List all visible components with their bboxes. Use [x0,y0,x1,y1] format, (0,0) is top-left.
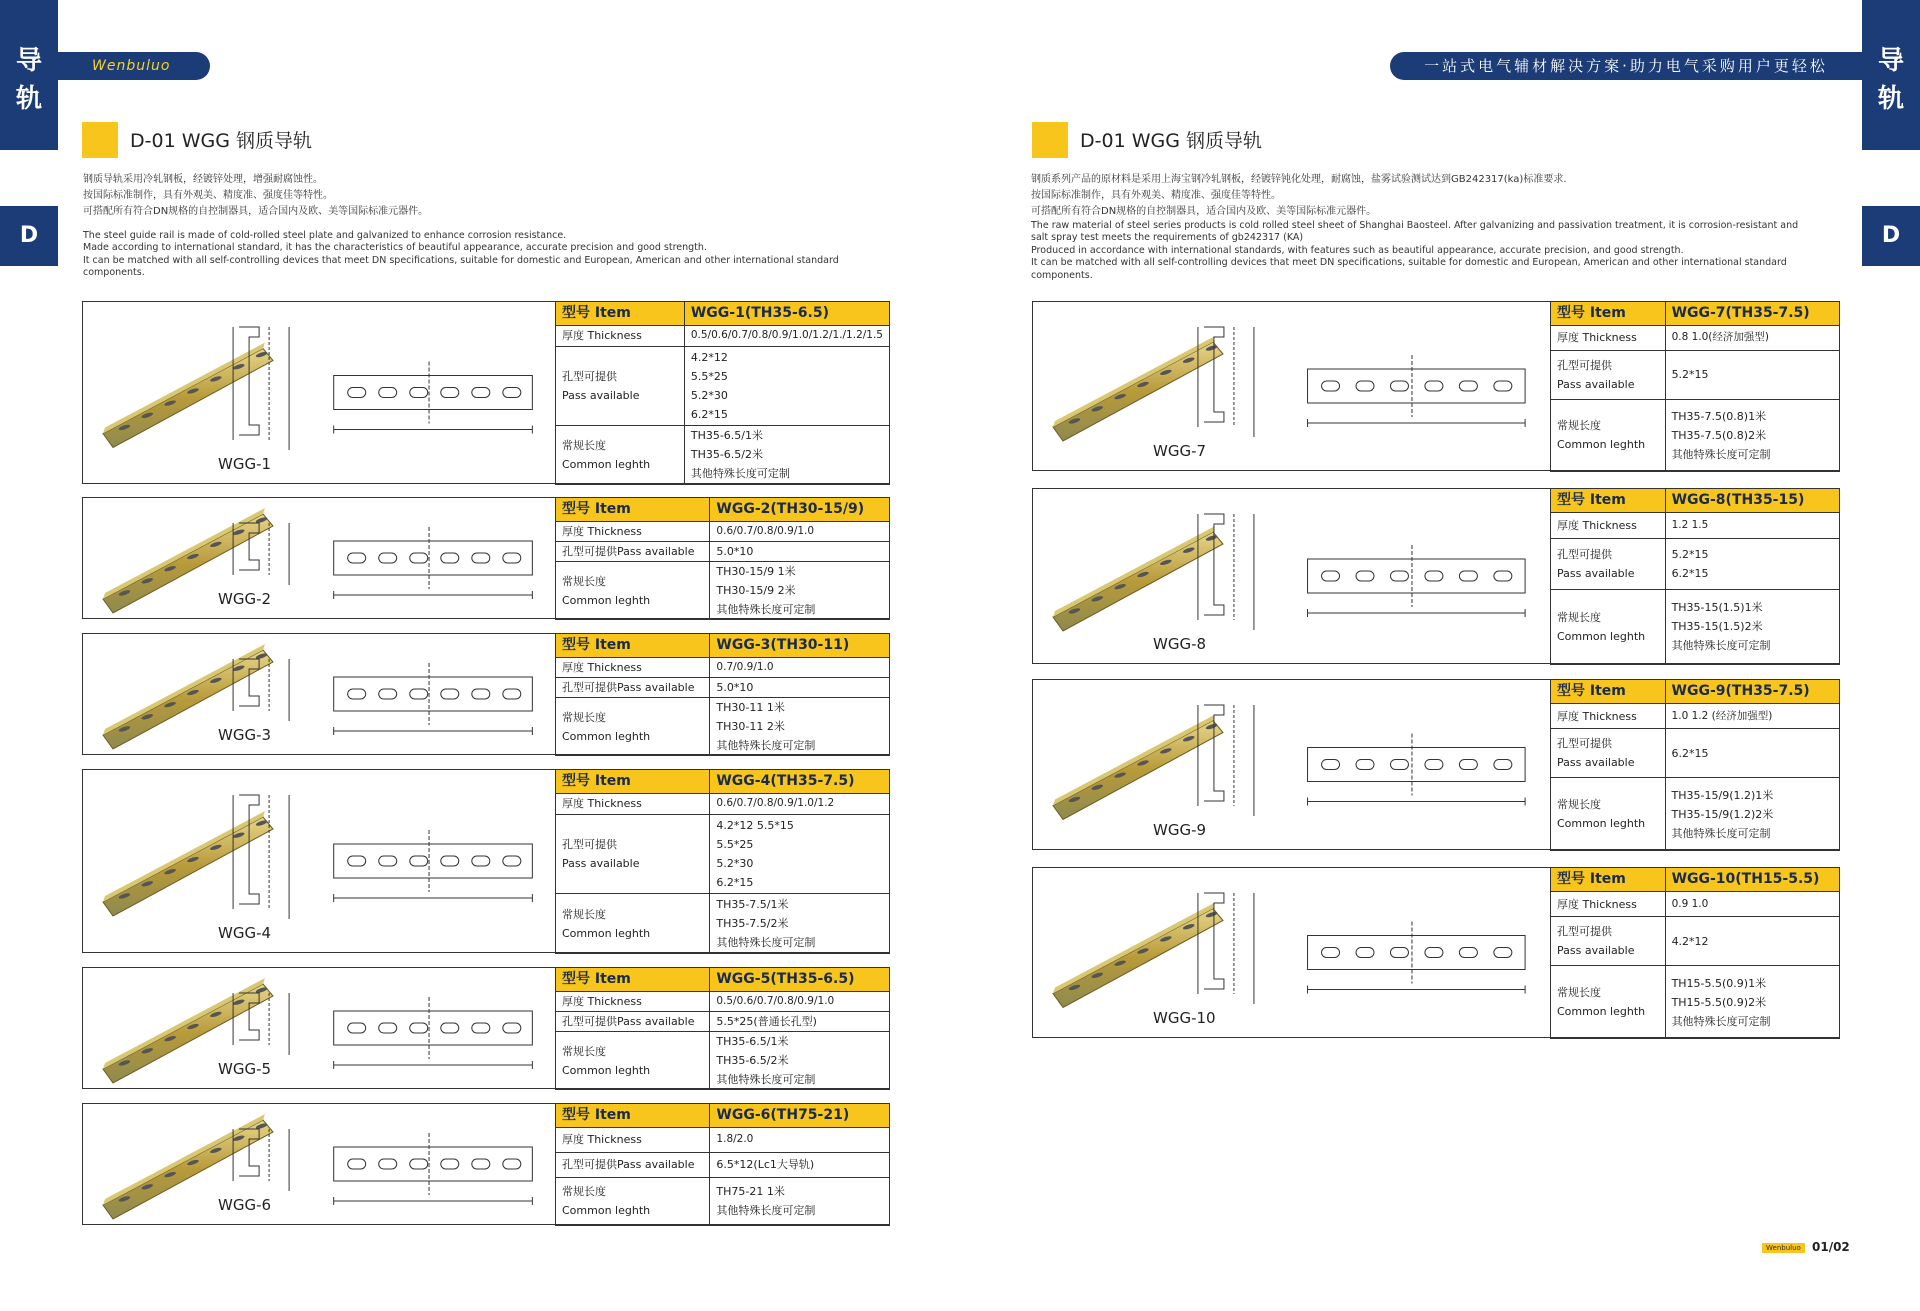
pass-label: 孔型可提供Pass available [556,542,710,562]
spec-value-line: 其他特殊长度可定制 [716,1204,816,1218]
right-intro-cn-2: 可搭配所有符合DN规格的自控制器具，适合国内及欧、美等国际标准元器件。 [1031,206,1377,217]
spec-value-line: TH35-15(1.5)2米 [1671,620,1763,634]
spec-value-line: TH35-7.5/1米 [716,898,789,912]
left-intro-cn-2: 可搭配所有符合DN规格的自控制器具，适合国内及欧、美等国际标准元器件。 [83,206,429,217]
item-header: 型号 Item [556,498,710,522]
plan-drawing [334,527,533,599]
left-intro-cn-0: 钢质导轨采用冷轧钢板，经镀锌处理，增强耐腐蚀性。 [83,174,323,185]
length-label-cn: 常规长度 [562,1185,606,1199]
spec-value-line: TH35-7.5/2米 [716,917,789,931]
thickness-label: 厚度 Thickness [1551,326,1666,351]
rail-drawing [83,770,556,954]
product-card-wgg-2 [82,497,890,619]
right-intro-en-2: Produced in accordance with international standards, with features such as beautiful appearance, accurate precision, and good strength. [1031,244,1684,256]
spec-table [555,1103,890,1226]
product-card-wgg-6 [82,1103,890,1225]
heading-marker [1032,122,1068,158]
rail-drawing [1033,489,1551,665]
spec-value-line: 5.5*25(普通长孔型) [716,1015,817,1028]
item-header: 型号 Item [556,302,685,326]
thickness-value: 0.5/0.6/0.7/0.8/0.9/1.0 [710,992,890,1012]
spec-value-line: TH35-15/9(1.2)1米 [1671,788,1774,802]
side-tab-title-right [1862,0,1920,150]
thickness-label: 厚度 Thickness [1551,513,1666,539]
pass-label-en: Pass available [1557,756,1635,770]
rail-drawing [83,498,556,620]
right-section-heading [1032,122,1332,158]
right-intro [1031,172,1831,282]
product-card-wgg-7 [1032,301,1840,471]
spec-value-line: 其他特殊长度可定制 [1671,447,1771,461]
spec-value-line: TH75-21 1米 [716,1185,785,1199]
length-label-cn: 常规长度 [562,907,606,921]
product-card-wgg-1 [82,301,890,484]
pass-label-en: Pass available [1557,377,1635,391]
pass-label-cn: 孔型可提供 [1557,737,1612,751]
length-label-cn: 常规长度 [562,574,606,588]
spec-value-line: 其他特殊长度可定制 [716,739,816,752]
item-header: 型号 Item [556,634,710,658]
thickness-label: 厚度 Thickness [556,326,685,347]
right-intro-cn-0: 钢质系列产品的原材料是采用上海宝钢冷轧钢板，经镀锌钝化处理，耐腐蚀，盐雾试验测试达到GB242317(ka)标准要求. [1031,174,1567,185]
thickness-value: 1.2 1.5 [1665,513,1839,539]
right-intro-en-4: components. [1031,269,1093,281]
spec-value-line: 其他特殊长度可定制 [1671,826,1771,840]
thickness-value: 0.7/0.9/1.0 [710,658,890,678]
spec-value-line: TH30-11 1米 [716,701,785,714]
rail-drawing [1033,302,1551,472]
product-card-wgg-10 [1032,867,1840,1038]
plan-drawing [1308,355,1526,427]
plan-drawing [334,362,533,434]
plan-drawing [1308,545,1526,617]
spec-value-line: 4.2*12 [690,350,728,364]
spec-value-line: TH35-6.5/2米 [716,1054,789,1067]
spec-value-line: 6.2*15 [690,407,728,421]
thickness-label: 厚度 Thickness [556,992,710,1012]
right-intro-en-1: salt spray test meets the requirements of gb242317 (KA) [1031,232,1304,244]
spec-value-line: 其他特殊长度可定制 [1671,1014,1771,1028]
left-heading-text: D-01 WGG 钢质导轨 [130,130,312,152]
spec-table [555,633,890,756]
spec-value-line: TH35-15/9(1.2)2米 [1671,807,1774,821]
right-intro-en-0: The raw material of steel series products is cold rolled steel sheet of Shanghai Baosteel. After galvanizing and passivation treatment, it is corrosion-resistant and [1031,220,1799,231]
product-label: WGG-3 [218,726,272,744]
pass-label-en: Pass available [1557,566,1635,580]
pass-label: 孔型可提供Pass available [556,678,710,698]
pass-label-en: Pass available [562,388,640,402]
model-name: WGG-8(TH35-15) [1665,489,1839,513]
model-name: WGG-7(TH35-7.5) [1665,302,1839,326]
thickness-value: 1.0 1.2 (经济加强型) [1665,704,1839,729]
rail-drawing [83,968,556,1090]
left-intro-en-3: components. [83,267,145,279]
rail-drawing [1033,868,1551,1039]
rail-drawing [83,634,556,756]
footer-brand-mark: Wenbuluo [1762,1243,1805,1253]
plan-drawing [334,1133,533,1205]
thickness-label: 厚度 Thickness [556,658,710,678]
spec-value-line: 6.2*15 [716,875,754,889]
thickness-label: 厚度 Thickness [556,1128,710,1153]
page-number: 01/02 [1812,1240,1850,1254]
product-label: WGG-5 [218,1060,272,1078]
product-label: WGG-1 [218,455,272,473]
thickness-value: 0.8 1.0(经济加强型) [1665,326,1839,351]
side-tab-title-text: 导 轨 [15,46,42,114]
product-label: WGG-2 [218,590,272,608]
pass-label-cn: 孔型可提供 [562,369,617,383]
length-label-cn: 常规长度 [562,438,606,452]
spec-table [1550,679,1840,851]
thickness-value: 0.6/0.7/0.8/0.9/1.0/1.2 [710,794,890,815]
spec-table [555,497,890,620]
side-tab-letter-right: D [1862,206,1920,266]
spec-table [1550,301,1840,472]
item-header: 型号 Item [1551,489,1666,513]
item-header: 型号 Item [1551,302,1666,326]
item-header: 型号 Item [1551,868,1666,892]
spec-value-line: TH30-15/9 1米 [716,565,796,578]
brand-logo: Wenbuluo [58,52,210,80]
length-label-cn: 常规长度 [562,710,606,724]
item-header: 型号 Item [556,770,710,794]
spec-value-line: TH35-7.5(0.8)1米 [1671,409,1767,423]
right-intro-en-3: It can be matched with all self-controlling devices that meet DN specifications, suitable for domestic and European, American and other international standard [1031,257,1787,269]
spec-value-line: 其他特殊长度可定制 [690,467,790,481]
product-label: WGG-8 [1153,635,1207,653]
product-label: WGG-10 [1153,1009,1216,1027]
thickness-label: 厚度 Thickness [1551,704,1666,729]
spec-value-line: TH30-15/9 2米 [716,584,796,597]
spec-value-line: 5.2*15 [1671,368,1709,382]
rail-photo [103,811,273,916]
product-card-wgg-9 [1032,679,1840,850]
model-name: WGG-4(TH35-7.5) [710,770,890,794]
spec-table [555,769,890,954]
plan-drawing [334,997,533,1069]
thickness-value: 0.5/0.6/0.7/0.8/0.9/1.0/1.2/1./1.2/1.5 [684,326,889,347]
spec-table [555,301,890,485]
pass-label-cn: 孔型可提供 [1557,925,1612,939]
spec-value-line: TH30-11 2米 [716,720,785,733]
spec-value-line: 5.5*25 [690,369,728,383]
right-intro-cn-1: 按国际标准制作，具有外观美、精度准、强度佳等特性。 [1031,190,1281,201]
length-label-cn: 常规长度 [562,1044,606,1058]
spec-value-line: 5.2*15 [1671,547,1709,561]
spec-value-line: 其他特殊长度可定制 [716,936,816,950]
spec-value-line: TH35-6.5/1米 [690,429,763,443]
product-label: WGG-9 [1153,821,1207,839]
plan-drawing [1308,922,1526,994]
item-header: 型号 Item [556,1104,710,1128]
length-label-cn: 常规长度 [1557,610,1601,624]
right-heading-text: D-01 WGG 钢质导轨 [1080,130,1262,152]
spec-value-line: 6.2*15 [1671,746,1709,760]
pass-label-cn: 孔型可提供 [562,837,617,851]
spec-value-line: 4.2*12 [1671,934,1709,948]
item-header: 型号 Item [1551,680,1666,704]
item-header: 型号 Item [556,968,710,992]
length-label-cn: 常规长度 [1557,419,1601,433]
product-card-wgg-5 [82,967,890,1089]
spec-value-line: 6.2*15 [1671,566,1709,580]
spec-value-line: 其他特殊长度可定制 [716,603,816,616]
side-tab-title-text: 导 轨 [1877,46,1904,114]
spec-value-line: TH15-5.5(0.9)2米 [1671,995,1767,1009]
thickness-label: 厚度 Thickness [556,794,710,815]
slogan-banner: 一站式电气辅材解决方案·助力电气采购用户更轻松 [1390,52,1862,80]
length-label-en: Common leghth [1557,629,1646,643]
spec-value-line: 4.2*12 5.5*15 [716,818,794,832]
model-name: WGG-6(TH75-21) [710,1104,890,1128]
spec-value-line: 5.5*25 [716,837,754,851]
left-intro-cn-1: 按国际标准制作，具有外观美、精度准、强度佳等特性。 [83,190,333,201]
spec-value-line: 5.0*10 [716,681,754,694]
left-intro-en-0: The steel guide rail is made of cold-rolled steel plate and galvanized to enhance corrosion resistance. [83,230,567,241]
pass-label-cn: 孔型可提供 [1557,358,1612,372]
product-card-wgg-3 [82,633,890,755]
spec-table [555,967,890,1090]
spec-value-line: 其他特殊长度可定制 [1671,639,1771,653]
spec-value-line: TH35-6.5/2米 [690,448,763,462]
model-name: WGG-5(TH35-6.5) [710,968,890,992]
pass-label-en: Pass available [1557,944,1635,958]
product-label: WGG-4 [218,924,272,942]
length-label-en: Common leghth [1557,438,1646,452]
thickness-value: 0.9 1.0 [1665,892,1839,917]
spec-value-line: 5.2*30 [716,856,754,870]
rail-drawing [83,1104,556,1226]
product-label: WGG-7 [1153,442,1207,460]
pass-label: 孔型可提供Pass available [556,1152,710,1177]
product-label: WGG-6 [218,1196,272,1214]
length-label-en: Common leghth [562,593,651,607]
model-name: WGG-1(TH35-6.5) [684,302,889,326]
spec-value-line: TH35-15(1.5)1米 [1671,601,1763,615]
model-name: WGG-9(TH35-7.5) [1665,680,1839,704]
pass-label: 孔型可提供Pass available [556,1012,710,1032]
length-label-en: Common leghth [562,729,651,743]
thickness-value: 1.8/2.0 [710,1128,890,1153]
thickness-label: 厚度 Thickness [1551,892,1666,917]
pass-label-cn: 孔型可提供 [1557,547,1612,561]
rail-photo [103,343,273,448]
rail-drawing [83,302,556,485]
spec-value-line: 5.2*30 [690,388,728,402]
model-name: WGG-10(TH15-5.5) [1665,868,1839,892]
rail-drawing [1033,680,1551,851]
length-label-en: Common leghth [562,1204,651,1218]
length-label-cn: 常规长度 [1557,986,1601,1000]
model-name: WGG-2(TH30-15/9) [710,498,890,522]
spec-value-line: 6.5*12(Lc1大导轨) [716,1158,815,1172]
length-label-en: Common leghth [1557,817,1646,831]
left-intro-en-2: It can be matched with all self-controlling devices that meet DN specifications, suitable for domestic and European, American and other international standard [83,254,839,266]
length-label-en: Common leghth [562,926,651,940]
spec-table [1550,867,1840,1039]
plan-drawing [334,663,533,735]
spec-value-line: TH35-6.5/1米 [716,1035,789,1048]
spec-table [1550,488,1840,665]
side-tab-letter-left: D [0,206,58,266]
product-card-wgg-8 [1032,488,1840,664]
spec-value-line: TH15-5.5(0.9)1米 [1671,976,1767,990]
model-name: WGG-3(TH30-11) [710,634,890,658]
spec-value-line: TH35-7.5(0.8)2米 [1671,428,1767,442]
length-label-en: Common leghth [562,457,651,471]
length-label-en: Common leghth [562,1063,651,1077]
length-label-cn: 常规长度 [1557,798,1601,812]
thickness-value: 0.6/0.7/0.8/0.9/1.0 [710,522,890,542]
plan-drawing [334,830,533,902]
heading-marker [82,122,118,158]
plan-drawing [1308,734,1526,806]
spec-value-line: 其他特殊长度可定制 [716,1073,816,1086]
length-label-en: Common leghth [1557,1005,1646,1019]
left-intro [83,172,883,280]
spec-value-line: 5.0*10 [716,545,754,558]
left-section-heading [82,122,382,158]
pass-label-en: Pass available [562,856,640,870]
product-card-wgg-4 [82,769,890,953]
thickness-label: 厚度 Thickness [556,522,710,542]
left-intro-en-1: Made according to international standard, it has the characteristics of beautiful appearance, accurate precision and good strength. [83,242,707,254]
side-tab-title-left [0,0,58,150]
